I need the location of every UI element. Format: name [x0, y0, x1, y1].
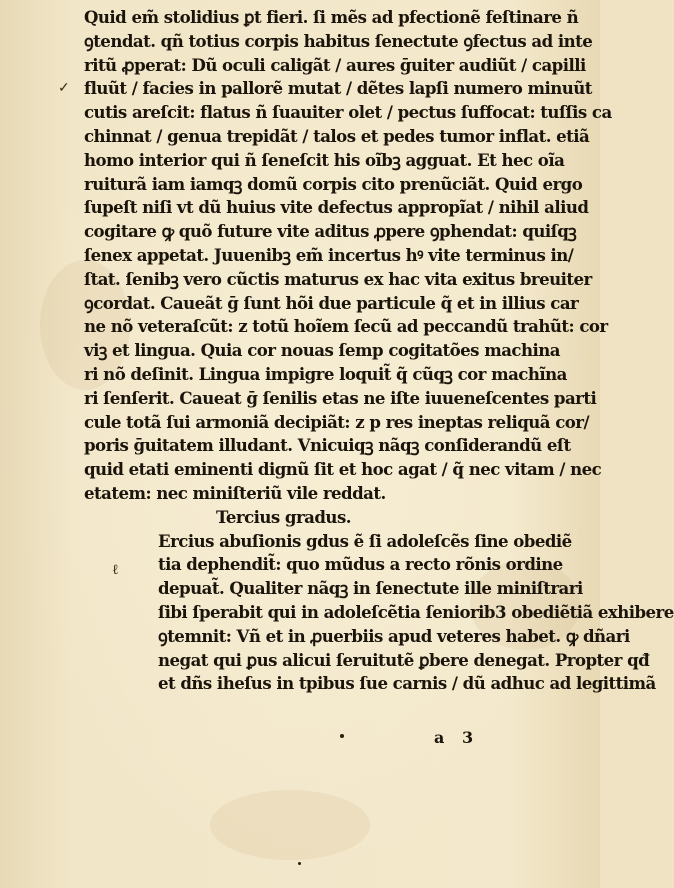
text-line: ritũ ꝓperat: Dũ oculi caligãt / aures ḡuiter audiũt / capilli: [84, 54, 586, 75]
text-line: cogitare ꝙ quõ future vite aditus ꝓpere ꝯphendat: quiſqꝫ: [84, 221, 577, 242]
text-line: ri ſenſerit. Caueat ḡ ſenilis etas ne iſte iuueneſcentes parti: [84, 387, 597, 408]
margin-section-mark: ℓ: [112, 562, 119, 578]
text-line: ſupeſt niſi vt dũ huius vite defectus appropĩat / nihil aliud: [84, 197, 589, 218]
ink-dot: [340, 734, 344, 738]
text-line: cule totã ſui armoniã decipiãt: z p res ineptas reliquã cor/: [84, 411, 589, 432]
text-line: ꝯtendat. qñ totius corpis habitus ſenectute ꝯfectus ad inte: [84, 30, 593, 51]
margin-pointer-mark: ✓: [58, 80, 70, 96]
body-text: [84, 6, 674, 696]
text-line: fluũt / facies in pallorẽ mutat / dẽtes lapſi numero minuũt: [84, 78, 592, 99]
paper-stain: [210, 790, 370, 860]
section-text-line: ꝯtemnit: Vñ et in ꝓuerbiis apud veteres habet. ꝙ dñari: [158, 625, 630, 646]
text-line: viꝫ et lingua. Quia cor nouas ſemp cogitatões machina: [84, 340, 560, 361]
text-line: chinnat / genua trepidãt / talos et pedes tumor inflat. etiã: [84, 125, 590, 146]
section-text-line: ſibi ſperabit qui in adoleſcẽtia ſeniorib3 obediẽtiã exhibere: [158, 601, 674, 622]
text-line: ſtat. ſenibꝫ vero cũctis maturus ex hac vita exitus breuiter: [84, 268, 592, 289]
section-text-line: Ercius abuſionis gdus ẽ ſi adoleſcẽs ſine obediẽ: [158, 530, 572, 551]
text-line: ſenex appetat. Juuenibꝫ em̃ incertus hꝰ vite terminus in/: [84, 244, 574, 265]
signature-mark: a 3: [434, 728, 480, 747]
text-line: Quid em̃ stolidius ꝑt fieri. ſi mẽs ad pfectionẽ feſtinare ñ: [84, 7, 579, 27]
section-heading: Tercius gradus.: [216, 506, 351, 527]
text-line: cutis areſcit: flatus ñ ſuauiter olet / pectus ſuffocat: tuſſis ca: [84, 102, 612, 123]
section-text-line: tia dephendit̃: quo mũdus a recto rõnis ordine: [158, 554, 563, 575]
section-text-line: negat qui ꝑus alicui ſeruitutẽ ꝑbere denegat. Propter qđ: [158, 649, 650, 670]
text-line: ruiturã iam iamqꝫ domũ corpis cito prenũciãt. Quid ergo: [84, 173, 583, 194]
text-line: ri nõ deſinit. Lingua impigre loquit̃ q̃ cũqꝫ cor machĩna: [84, 363, 567, 384]
text-line: ꝯcordat. Caueãt ḡ ſunt hõi due particule q̃ et in illius car: [84, 292, 579, 313]
text-line: homo interior qui ñ ſeneſcit his oĩbꝫ agguat. Et hec oĩa: [84, 149, 565, 170]
ink-dot: [298, 862, 301, 865]
section-text-line: et dñs iheſus in tpibus ſue carnis / dũ adhuc ad legittimã: [158, 673, 656, 694]
text-line: poris ḡuitatem illudant. Vnicuiqꝫ nãqꝫ conſiderandũ eſt: [84, 435, 571, 456]
text-line: quid etati eminenti dignũ ſit et hoc agat / q̃ nec vitam / nec: [84, 459, 602, 480]
text-line: etatem: nec miniſteriũ vile reddat.: [84, 482, 386, 503]
section-text-line: depuat̃. Qualiter nãqꝫ in ſenectute ille miniſtrari: [158, 578, 583, 599]
text-line: ne nõ veteraſcũt: z totũ hoĩem ſecũ ad peccandũ trahũt: cor: [84, 316, 608, 337]
